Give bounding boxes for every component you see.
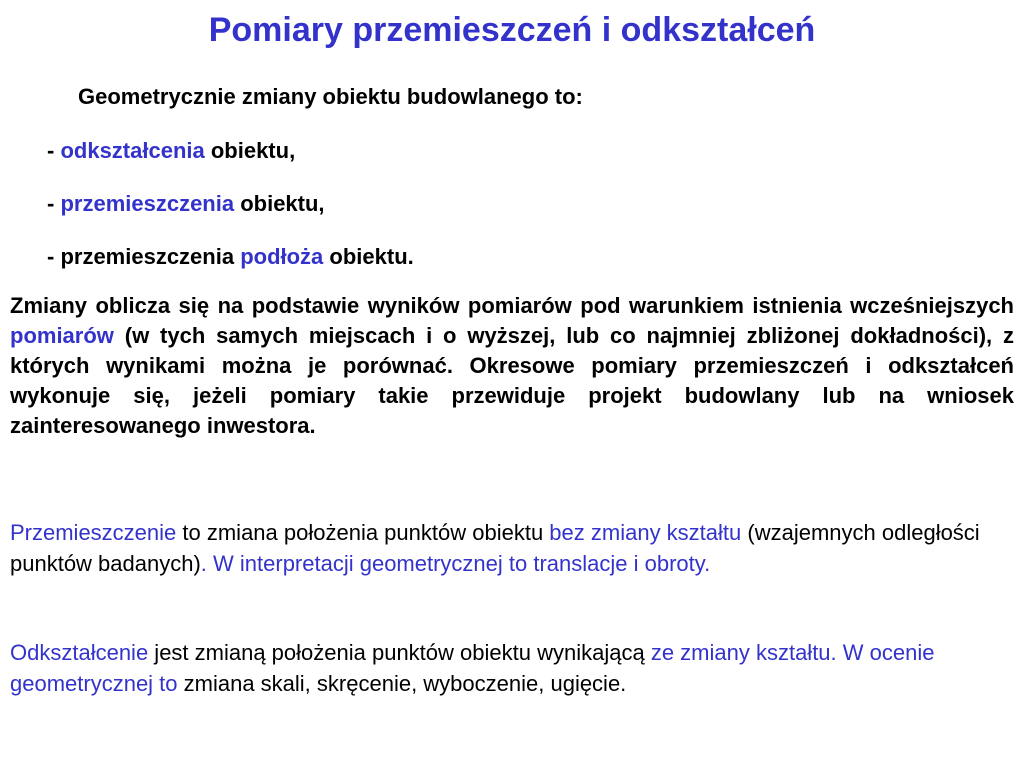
bullet-rest: obiektu, — [234, 191, 325, 216]
paragraph-text: to zmiana położenia punktów obiektu — [176, 520, 550, 545]
bullet-highlight: podłoża — [240, 244, 324, 269]
paragraph-highlight: pomiarów — [10, 323, 114, 348]
paragraph-highlight: . W ocenie geometrycznej to — [10, 640, 935, 696]
bullet-rest: obiektu. — [323, 244, 414, 269]
paragraph-highlight: bez zmiany kształtu — [549, 520, 742, 545]
bullet-item-displacements — [47, 189, 325, 219]
bullet-highlight: przemieszczenia — [60, 191, 235, 216]
bullet-highlight: odkształcenia — [60, 138, 205, 163]
paragraph-deformation-definition — [10, 637, 1010, 699]
slide-title: Pomiary przemieszczeń i odkształceń — [208, 11, 816, 49]
paragraph-displacement-definition — [10, 517, 1010, 579]
bullet-item-deformations — [47, 136, 295, 166]
bullet-dash: - — [47, 138, 61, 163]
paragraph-text: zmiana skali, skręcenie, wyboczenie, ugięcie. — [177, 671, 627, 696]
bullet-rest: obiektu, — [204, 138, 296, 163]
paragraph-text: (wzajemnych odległości punktów badanych) — [10, 520, 980, 576]
paragraph-text: Zmiany oblicza się na podstawie wyników pomiarów pod warunkiem istnienia wcześniejszych — [10, 293, 1014, 318]
intro-heading: Geometrycznie zmiany obiektu budowlanego to: — [78, 84, 583, 109]
paragraph-measurement-conditions — [10, 291, 1014, 441]
paragraph-highlight: ze zmiany kształtu — [650, 640, 831, 665]
bullet-dash: - — [47, 191, 61, 216]
paragraph-highlight: . W interpretacji geometrycznej to translacje i obroty. — [200, 551, 711, 576]
bullet-prefix: - przemieszczenia — [47, 244, 241, 269]
paragraph-text: jest zmianą położenia punktów obiektu wynikającą — [148, 640, 651, 665]
paragraph-text: (w tych samych miejscach i o wyższej, lub co najmniej zbliżonej dokładności), z których wynikami można je porównać. Okresowe pomiary przemieszczeń i odkształceń wykonuje się, jeżeli pomiary takie przewiduje projekt budowlany lub na wniosek zainteresowanego inwestora. — [10, 323, 1014, 438]
bullet-item-ground-displacements — [47, 242, 414, 272]
term-displacement: Przemieszczenie — [10, 520, 177, 545]
term-deformation: Odkształcenie — [10, 640, 149, 665]
